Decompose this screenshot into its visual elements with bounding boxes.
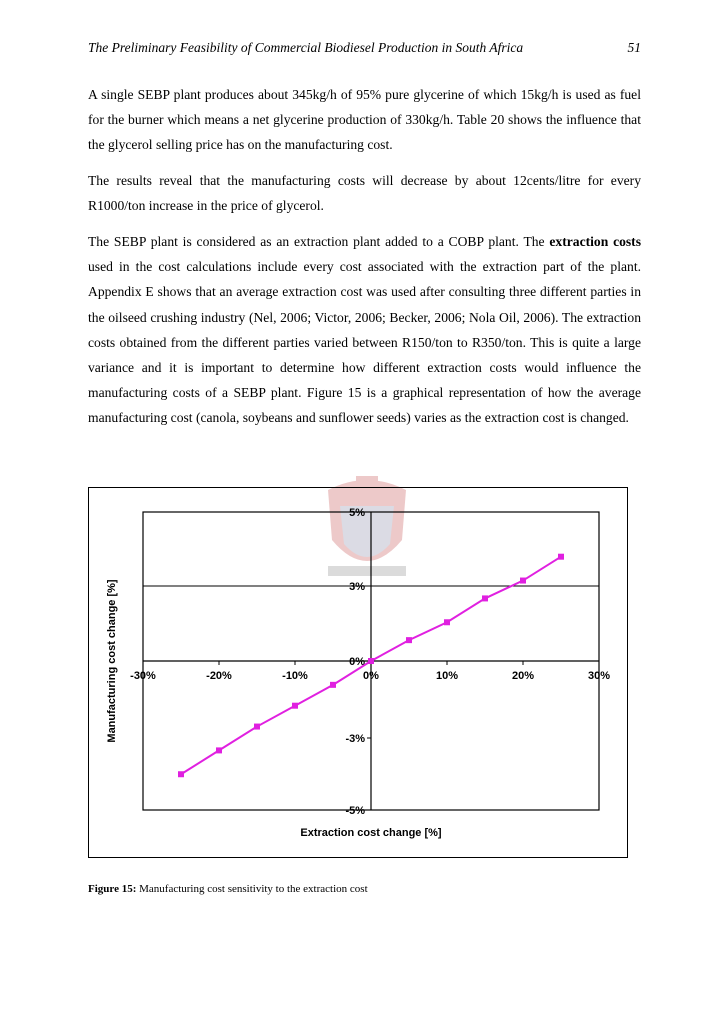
figure-caption <box>88 883 368 895</box>
x-axis-label: Extraction cost change [%] <box>300 827 442 839</box>
paragraph-extraction-start: The SEBP plant is considered as an extraction plant added to a COBP plant. The <box>88 234 550 250</box>
y-axis-label: Manufacturing cost change [%] <box>106 579 118 743</box>
y-tick-label: 5% <box>349 507 365 519</box>
x-tick-label: 30% <box>587 670 611 682</box>
data-point <box>444 619 450 625</box>
x-tick-label: -10% <box>282 670 308 682</box>
caption-text: Manufacturing cost sensitivity to the extraction cost <box>136 883 368 895</box>
x-tick-label: 20% <box>511 670 535 682</box>
body-text <box>88 82 641 441</box>
header-title: The Preliminary Feasibility of Commercial Biodiesel Production in South Africa <box>88 40 524 55</box>
data-point <box>292 703 298 709</box>
data-point <box>254 724 260 730</box>
sensitivity-chart <box>89 488 629 859</box>
x-tick-label: -30% <box>130 670 156 682</box>
paragraph-glycerine: A single SEBP plant produces about 345kg/h of 95% pure glycerine of which 15kg/h is used as fuel for the burner which means a net glycerine production of 330kg/h. Table 20 shows the influence that the glycerol selling price has on the manufacturing cost. <box>88 87 641 153</box>
data-point <box>178 771 184 777</box>
data-point <box>558 554 564 560</box>
x-tick-label: 10% <box>435 670 459 682</box>
paragraph-extraction-rest: used in the cost calculations include every cost associated with the extraction part of the plant. Appendix E shows that an average extraction cost was used after consulting three different parties in the oilseed crushing industry (Nel, 2006; Victor, 2006; Becker, 2006; Nola Oil, 2006). The extraction costs obtained from the different parties varied between R150/ton to R350/ton. This is quite a large variance and it is important to determine how different extraction costs would influence the manufacturing costs of a SEBP plant. Figure 15 is a graphical representation of how the average manufacturing cost (canola, soybeans and sunflower seeds) varies as the extraction cost is changed. <box>88 259 641 426</box>
data-point <box>520 578 526 584</box>
data-point <box>330 682 336 688</box>
data-point <box>216 747 222 753</box>
y-tick-label: 0% <box>349 656 365 668</box>
paragraph-extraction <box>88 229 641 431</box>
page-number: 51 <box>627 40 641 55</box>
paragraph-results: The results reveal that the manufacturing costs will decrease by about 12cents/litre for every R1000/ton increase in the price of glycerol. <box>88 173 641 214</box>
data-point <box>368 658 374 664</box>
caption-label: Figure 15: <box>88 883 137 895</box>
y-tick-label: -3% <box>345 733 365 745</box>
y-tick-label: -5% <box>345 805 365 817</box>
term-extraction-costs: extraction costs <box>549 234 642 250</box>
x-tick-label: -20% <box>206 670 232 682</box>
running-header <box>88 40 641 56</box>
x-tick-label: 0% <box>363 670 379 682</box>
y-tick-label: 3% <box>349 581 365 593</box>
data-point <box>406 637 412 643</box>
data-point <box>482 595 488 601</box>
figure-15-frame <box>88 487 628 858</box>
